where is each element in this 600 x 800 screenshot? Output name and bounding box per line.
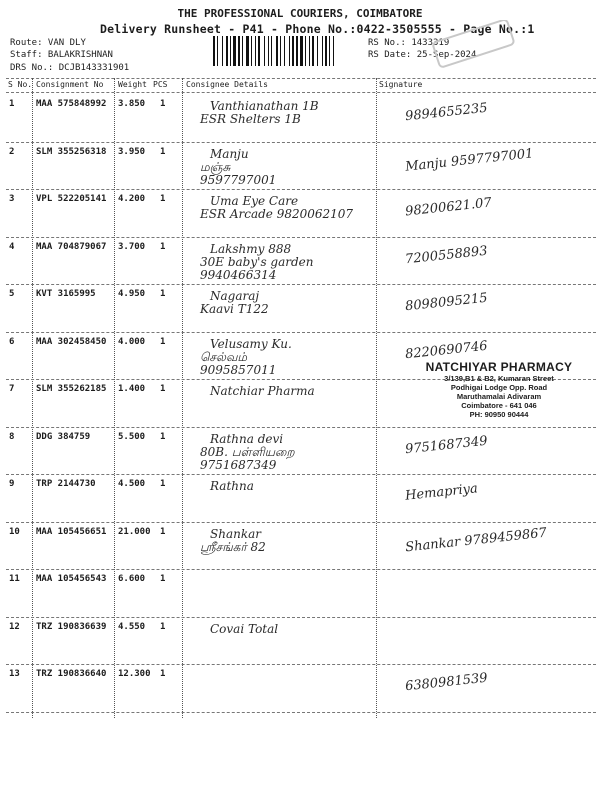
row-pcs: 1 <box>160 431 166 442</box>
row-weight: 3.950 <box>118 146 146 157</box>
row-divider <box>6 617 596 618</box>
row-consignee-line: ஸ்ரீசங்கர் 82 <box>200 539 266 554</box>
stamp-line: Coimbatore - 641 046 <box>461 401 537 410</box>
row-pcs: 1 <box>160 241 166 252</box>
row-pcs: 1 <box>160 526 166 537</box>
rs-date: RS Date: 25-Sep-2024 <box>368 50 477 60</box>
row-consignment: SLM 355262185 <box>36 384 107 394</box>
table-top-rule <box>6 78 596 79</box>
row-sno: 12 <box>9 621 20 632</box>
row-consignee-line: Velusamy Ku. <box>210 336 292 351</box>
row-consignment: SLM 355256318 <box>36 146 107 157</box>
row-consignment: KVT 3165995 <box>36 289 96 299</box>
row-pcs: 1 <box>160 194 166 204</box>
row-consignee-line: 9940466314 <box>200 267 277 282</box>
row-consignee-line: Rathna devi <box>210 431 284 446</box>
row-signature: 9751687349 <box>404 433 489 457</box>
row-consignee-line: மஞ்சு <box>200 159 231 174</box>
row-consignee-line: Nagaraj <box>210 289 260 303</box>
row-sno: 8 <box>9 431 15 442</box>
row-weight: 4.950 <box>118 289 146 299</box>
row-signature: 8098095215 <box>404 290 489 315</box>
row-pcs: 1 <box>160 621 166 632</box>
row-consignee-line: 9751687349 <box>200 457 277 472</box>
row-sno: 6 <box>9 336 15 347</box>
staff-label: Staff: BALAKRISHNAN <box>10 50 113 60</box>
row-consignee-line: ESR Shelters 1B <box>200 112 301 126</box>
row-consignee-line: Vanthianathan 1B <box>210 99 319 113</box>
stamp-line: 3/139,B1 & B2, Kumaran Street <box>444 374 554 383</box>
row-consignee-line: Covai Total <box>210 621 279 636</box>
table-head-rule <box>6 92 596 93</box>
row-signature: 98200621.07 <box>404 195 493 220</box>
row-divider <box>6 284 596 285</box>
col-signature: Signature <box>379 80 423 89</box>
row-divider <box>6 237 596 238</box>
row-pcs: 1 <box>160 669 166 679</box>
row-pcs: 1 <box>160 99 166 109</box>
row-divider <box>6 712 596 713</box>
row-weight: 3.850 <box>118 99 146 109</box>
col-divider <box>114 78 115 718</box>
row-consignment: MAA 575848992 <box>36 99 107 109</box>
row-signature: Hemapriya <box>404 481 479 504</box>
row-sno: 10 <box>9 526 20 537</box>
row-sno: 9 <box>9 479 15 489</box>
row-sno: 4 <box>9 241 15 252</box>
row-signature: 9894655235 <box>404 100 489 125</box>
row-divider <box>6 664 596 665</box>
row-weight: 3.700 <box>118 241 146 252</box>
row-divider <box>6 332 596 333</box>
row-consignment: VPL 522205141 <box>36 194 107 204</box>
row-pcs: 1 <box>160 336 166 347</box>
row-divider <box>6 427 596 428</box>
row-sno: 7 <box>9 384 15 394</box>
row-weight: 1.400 <box>118 384 146 394</box>
col-consignment: Consignment No <box>36 80 104 89</box>
col-sno: S No. <box>8 80 33 89</box>
col-divider <box>376 78 377 718</box>
rs-number: RS No.: 1433319 <box>368 38 450 48</box>
row-consignment: TRZ 190836639 <box>36 621 107 632</box>
row-consignee-line: 30E baby's garden <box>200 254 314 269</box>
row-divider <box>6 522 596 523</box>
row-consignee-line: Lakshmy 888 <box>210 241 292 256</box>
row-signature: Manju 9597797001 <box>404 145 535 175</box>
pharmacy-stamp <box>394 360 600 419</box>
row-pcs: 1 <box>160 289 166 299</box>
row-weight: 6.600 <box>118 574 146 584</box>
row-weight: 21.000 <box>118 526 151 537</box>
col-divider <box>182 78 183 718</box>
row-consignee-line: Uma Eye Care <box>210 194 299 208</box>
row-consignee-line: Rathna <box>210 479 254 493</box>
stamp-line: PH: 90950 90444 <box>469 410 529 419</box>
row-consignment: MAA 105456543 <box>36 574 107 584</box>
row-consignee-line: 80B. பள்ளியறை <box>200 444 295 459</box>
stamp-line: Maruthamalai Adivaram <box>456 392 542 401</box>
row-weight: 5.500 <box>118 431 146 442</box>
col-consignee: Consignee Details <box>186 80 268 89</box>
runsheet-title: Delivery Runsheet - P41 - Phone No.:0422-3505555 - Page No.:1 <box>100 22 535 36</box>
row-consignment: TRP 2144730 <box>36 479 96 489</box>
row-consignment: DDG 384759 <box>36 431 91 442</box>
row-weight: 4.500 <box>118 479 146 489</box>
row-weight: 12.300 <box>118 669 151 679</box>
row-divider <box>6 569 596 570</box>
row-sno: 2 <box>9 146 15 157</box>
row-consignee-line: Manju <box>210 146 249 161</box>
stamp-name: NATCHIYAR PHARMACY <box>425 360 573 374</box>
row-signature: 7200558893 <box>404 243 489 267</box>
row-consignee-line: 9095857011 <box>200 362 277 377</box>
row-consignee-line: 9597797001 <box>200 172 277 187</box>
row-consignee-line: Natchiar Pharma <box>210 384 315 398</box>
row-pcs: 1 <box>160 384 166 394</box>
row-sno: 11 <box>9 574 20 584</box>
row-consignee-line: ESR Arcade 9820062107 <box>200 207 354 221</box>
row-consignee-line: Shankar <box>210 526 261 541</box>
row-weight: 4.000 <box>118 336 146 347</box>
col-weight: Weight <box>118 80 147 89</box>
row-divider <box>6 474 596 475</box>
watermark-stamp <box>430 20 520 70</box>
row-weight: 4.200 <box>118 194 146 204</box>
barcode <box>213 36 363 66</box>
row-pcs: 1 <box>160 146 166 157</box>
row-consignment: MAA 302458450 <box>36 336 107 347</box>
company-name: THE PROFESSIONAL COURIERS, COIMBATORE <box>177 7 423 20</box>
row-sno: 1 <box>9 99 15 109</box>
col-divider <box>32 78 33 718</box>
row-consignment: MAA 105456651 <box>36 526 107 537</box>
row-consignee-line: Kaavi T122 <box>200 302 269 316</box>
row-divider <box>6 189 596 190</box>
row-consignee-line: செல்வம் <box>200 349 248 364</box>
row-signature: 6380981539 <box>404 670 489 695</box>
drs-number: DRS No.: DCJB143331901 <box>10 63 130 73</box>
col-pcs: PCS <box>153 80 168 89</box>
row-signature: Shankar 9789459867 <box>404 525 548 555</box>
row-sno: 5 <box>9 289 15 299</box>
row-pcs: 1 <box>160 574 166 584</box>
route-label: Route: VAN DLY <box>10 38 86 48</box>
row-sno: 13 <box>9 669 20 679</box>
row-pcs: 1 <box>160 479 166 489</box>
row-signature: 8220690746 <box>404 338 489 362</box>
row-consignment: TRZ 190836640 <box>36 669 107 679</box>
row-consignment: MAA 704879067 <box>36 241 107 252</box>
stamp-line: Podhigai Lodge Opp. Road <box>450 383 548 392</box>
row-divider <box>6 142 596 143</box>
row-sno: 3 <box>9 194 15 204</box>
row-weight: 4.550 <box>118 621 146 632</box>
